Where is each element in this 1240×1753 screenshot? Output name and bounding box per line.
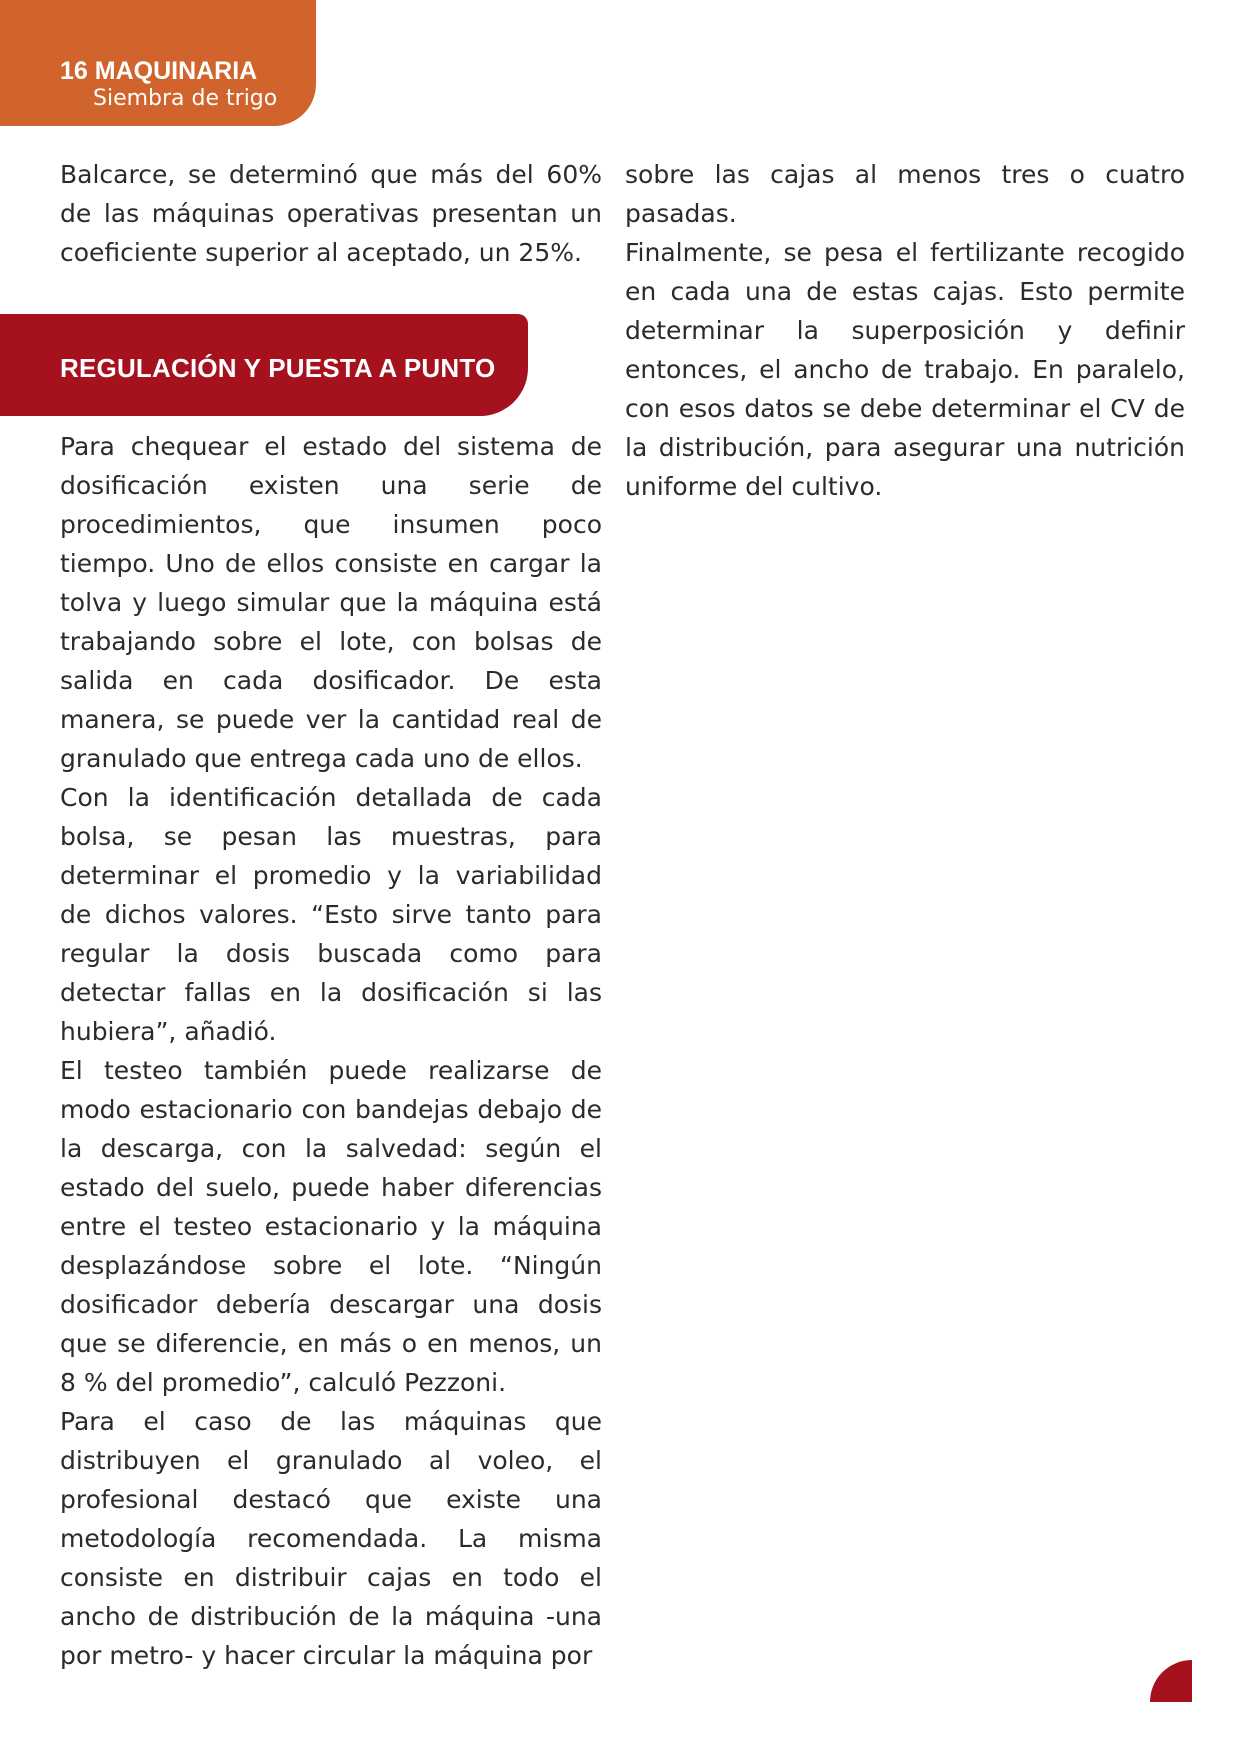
- page-corner-mark: [1150, 1660, 1192, 1702]
- section-heading: REGULACIÓN Y PUESTA A PUNTO: [60, 353, 496, 383]
- intro-paragraph: Balcarce, se determinó que más del 60% de las máquinas operativas presentan un coeficiente superior al aceptado, un 25%.: [60, 160, 602, 267]
- paragraph: Para chequear el estado del sistema de dosificación existen una serie de procedimientos, que insumen poco tiempo. Uno de ellos consiste en cargar la tolva y luego simular que la máquina está trabajando sobre el lote, con bolsas de salida en cada dosificador. De esta manera, se puede ver la cantidad real de granulado que entrega cada uno de ellos.: [60, 432, 602, 773]
- paragraph: Para el caso de las máquinas que distribuyen el granulado al voleo, el profesional destacó que existe una metodología recomendada. La misma consiste en distribuir cajas en todo el ancho de distribución de la máquina -una por metro- y hacer circular la máquina por: [60, 1407, 602, 1670]
- section-label: 16 MAQUINARIA: [60, 57, 258, 85]
- paragraph: sobre las cajas al menos tres o cuatro pasadas.: [625, 160, 1185, 228]
- section-subtitle: Siembra de trigo: [93, 86, 278, 111]
- right-column: [625, 155, 1185, 506]
- paragraph: Con la identificación detallada de cada bolsa, se pesan las muestras, para determinar el promedio y la variabilidad de dichos valores. “Esto sirve tanto para regular la dosis buscada como para detectar fallas en la dosificación si las hubiera”, añadió.: [60, 783, 602, 1046]
- left-column: [60, 427, 602, 1675]
- paragraph: El testeo también puede realizarse de modo estacionario con bandejas debajo de la descarga, con la salvedad: según el estado del suelo, puede haber diferencias entre el testeo estacionario y la máquina desplazándose sobre el lote. “Ningún dosificador debería descargar una dosis que se diferencie, en más o en menos, un 8 % del promedio”, calculó Pezzoni.: [60, 1056, 602, 1397]
- intro-column: [60, 155, 602, 272]
- paragraph: Finalmente, se pesa el fertilizante recogido en cada una de estas cajas. Esto permite determinar la superposición y definir entonces, el ancho de trabajo. En paralelo, con esos datos se debe determinar el CV de la distribución, para asegurar una nutrición uniforme del cultivo.: [625, 238, 1185, 501]
